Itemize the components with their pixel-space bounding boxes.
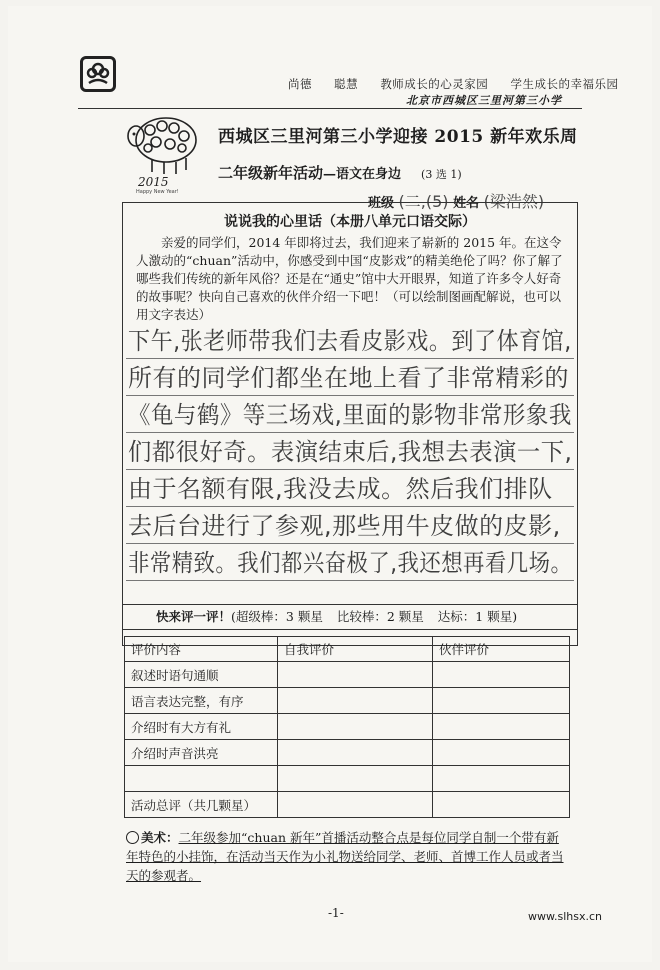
footer-url: www.slhsx.cn [528,910,602,923]
table-row [125,740,570,766]
motto: 学生成长的幸福乐园 [510,77,619,91]
handwritten-line: 下午,张老师带我们去看皮影戏。到了体育馆, [128,327,572,355]
motto: 教师成长的心灵家园 [380,77,489,91]
writing-line [126,322,574,359]
page-number: -1- [328,906,344,920]
sheep-illustration [120,102,210,194]
school-logo-icon [80,56,116,92]
writing-line [126,507,574,544]
self-eval-cell[interactable] [278,792,433,818]
class-label: 班级 [368,196,395,211]
handwritten-line: 《龟与鹤》等三场戏,里面的影物非常形象我 [128,401,572,429]
rating-option: ) [512,609,518,624]
section-title: 说说我的心里话（本册八单元口语交际） [224,214,476,230]
writing-line [126,359,574,396]
peer-eval-cell[interactable] [433,714,570,740]
motto: 尚德 [288,77,312,91]
note-text: 二年级参加“chuan 新年”首播活动整合点是每位同学自制一个带有新年特色的小挂饰，在活动当天作为小礼物送给同学、老师、首博工作人员或者当天的参观者。 [126,830,564,883]
self-eval-cell[interactable] [278,766,433,792]
criterion-cell: 介绍时有大方有礼 [125,714,278,740]
event-title: 西城区三里河第三小学迎接 2015 新年欢乐周 [218,127,578,147]
worksheet-page [8,6,652,962]
criterion-cell: 活动总评（共几颗星） [125,792,278,818]
peer-eval-cell[interactable] [433,740,570,766]
peer-eval-cell[interactable] [433,792,570,818]
criterion-cell: 叙述时语句通顺 [125,662,278,688]
rating-option: 达标：1 颗星 [437,609,513,624]
rating-option: 比较棒：2 颗星 [336,609,424,624]
writing-line [126,544,574,581]
motto: 聪慧 [334,77,359,91]
table-header-row [125,637,570,662]
handwritten-line: 非常精致。我们都兴奋极了,我还想再看几场。 [128,549,573,577]
self-eval-cell[interactable] [278,714,433,740]
evaluation-table [124,636,570,818]
table-row [125,662,570,688]
criterion-cell [125,766,278,792]
name-label: 姓名 [453,196,480,211]
rating-bar [122,604,578,630]
section-intro: 亲爱的同学们，2014 年即将过去，我们迎来了崭新的 2015 年。在这令人激动的“chuan”活动中，你感受到中国“皮影戏”的精美绝伦了吗？你了解了哪些我们传统的新年风俗？还是在“通史”馆中大开眼界，知道了许多令人好奇的故事呢？快向自己喜欢的伙伴介绍一下吧！（可以绘制图画配解说，也可以用文字表达） [136,235,563,322]
self-eval-cell[interactable] [278,662,433,688]
column-header: 自我评价 [278,637,433,662]
column-header: 伙伴评价 [433,637,570,662]
table-row [125,688,570,714]
badge-caption: Happy New Year! [136,189,179,194]
writing-line [126,470,574,507]
year-badge: 2015 [138,175,169,189]
art-note [126,828,566,885]
rating-label: 快来评一评！ [156,609,232,624]
self-eval-cell[interactable] [278,740,433,766]
table-row [125,792,570,818]
school-name: 北京市西城区三里河第三小学 [406,94,562,107]
name-value: (梁浩然) [483,192,545,211]
handwritten-line: 由于名额有限,我没去成。然后我们排队 [128,475,553,503]
criterion-cell: 介绍时声音洪亮 [125,740,278,766]
activity-title-main: 二年级新年活动 [218,164,324,182]
handwritten-line: 所有的同学们都坐在地上看了非常精彩的 [128,364,569,392]
school-mottos [288,76,636,92]
handwritten-line: 们都很好奇。表演结束后,我想去表演一下, [128,438,573,466]
note-label: 美术： [141,830,179,845]
peer-eval-cell[interactable] [433,766,570,792]
table-row [125,714,570,740]
activity-subtitle: —语文在身边 [323,167,402,182]
activity-title [218,162,462,183]
rating-option: (超级棒：3 颗星 [231,609,323,624]
handwritten-line: 去后台进行了参观,那些用牛皮做的皮影, [128,512,561,540]
table-row [125,766,570,792]
peer-eval-cell[interactable] [433,688,570,714]
criterion-cell: 语言表达完整，有序 [125,688,278,714]
smiley-icon [126,831,139,844]
self-eval-cell[interactable] [278,688,433,714]
handwritten-answer [126,322,574,581]
writing-line [126,433,574,470]
activity-choose: (3 选 1) [421,168,462,181]
class-value: (二,(5) [398,192,449,211]
column-header: 评价内容 [125,637,278,662]
writing-line [126,396,574,433]
peer-eval-cell[interactable] [433,662,570,688]
